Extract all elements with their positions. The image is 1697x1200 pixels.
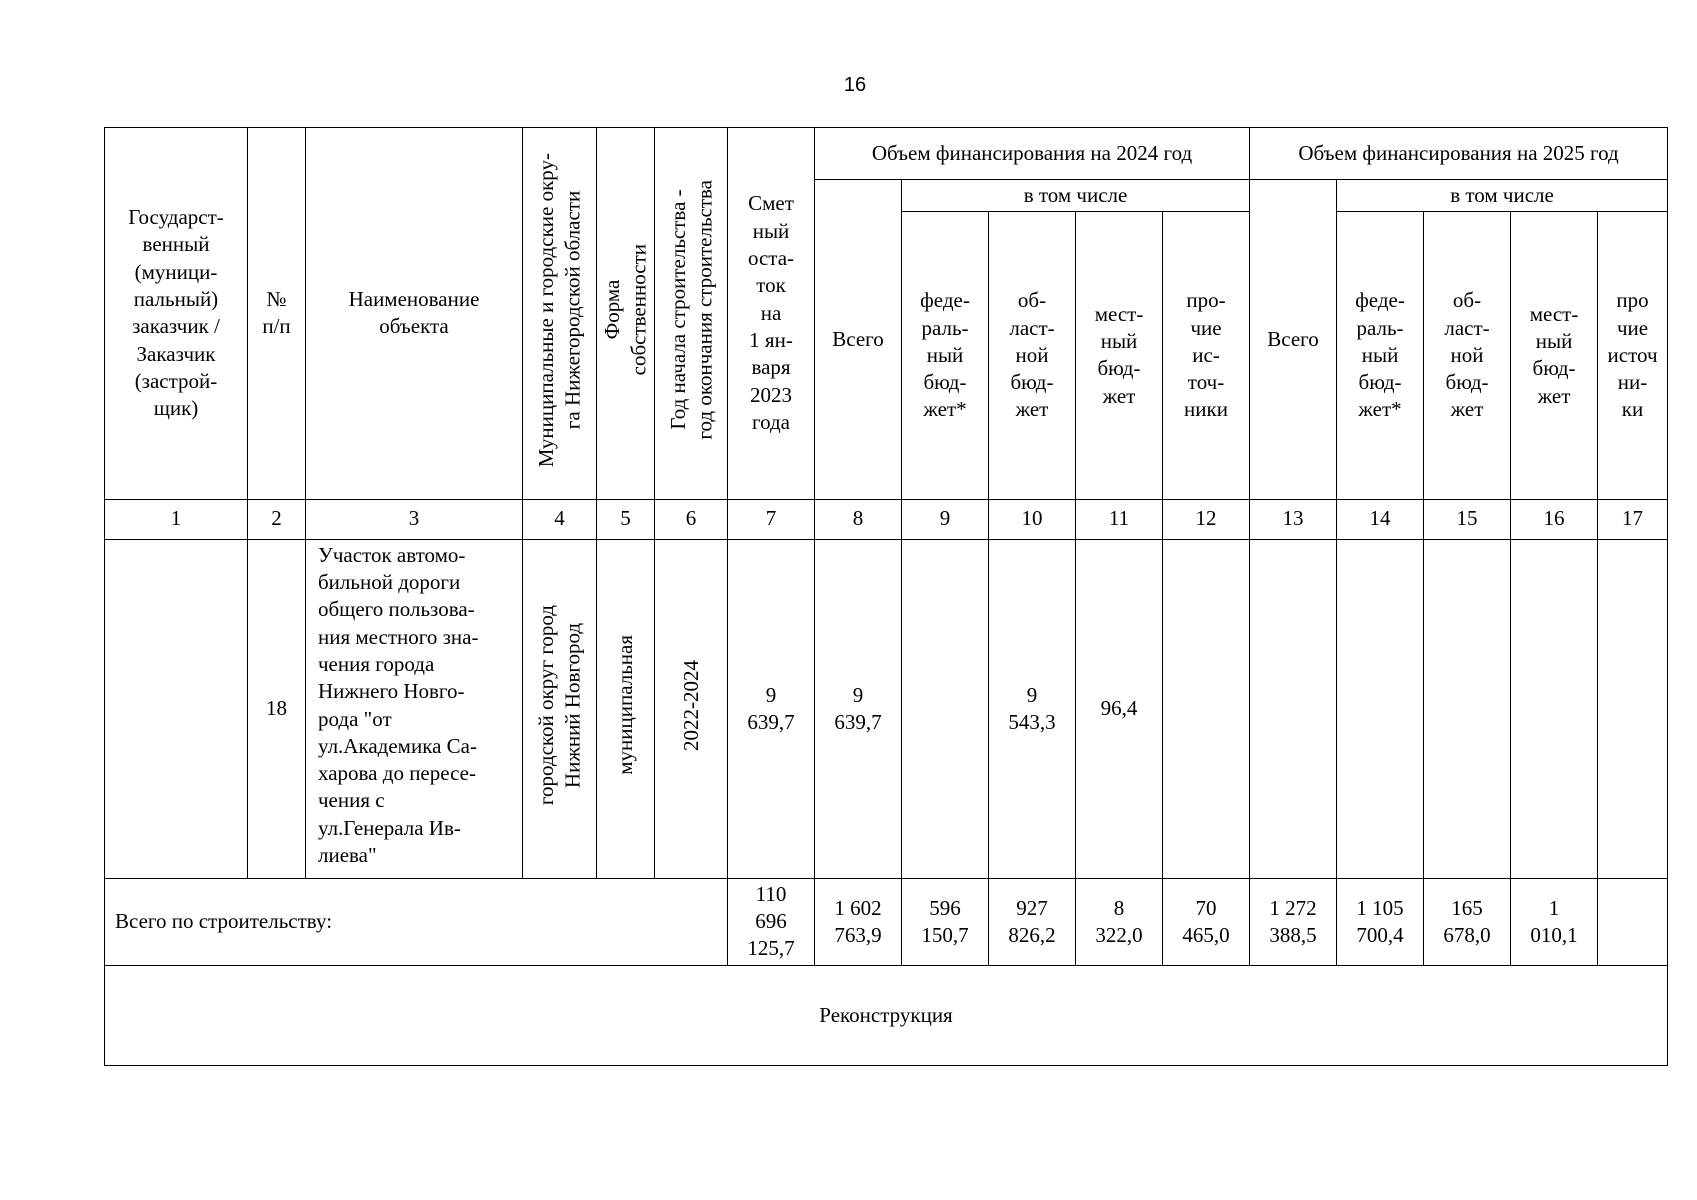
text-line: ис- bbox=[1192, 342, 1220, 367]
text-line: 543,3 bbox=[1008, 709, 1056, 734]
text-line: чие bbox=[1616, 315, 1649, 340]
column-number: 5 bbox=[597, 499, 655, 539]
text-line: 70 bbox=[1195, 895, 1217, 920]
row-ownership: муниципальная bbox=[597, 539, 655, 878]
text-line: ный bbox=[1361, 342, 1399, 367]
text-line: раль- bbox=[1356, 315, 1404, 340]
totals-total-2024 bbox=[815, 879, 902, 965]
text-line: рода "от bbox=[318, 706, 392, 731]
text-line: ласт- bbox=[1009, 315, 1055, 340]
text-line: 1 602 bbox=[834, 895, 882, 920]
table-row bbox=[105, 539, 1668, 878]
text-line: 010,1 bbox=[1530, 922, 1578, 947]
text-line: феде- bbox=[1355, 288, 1405, 313]
header-customer bbox=[105, 128, 248, 500]
totals-federal-2025 bbox=[1337, 879, 1424, 965]
header-ownership bbox=[597, 128, 655, 500]
text-line: бюд- bbox=[1532, 356, 1576, 381]
text-line: ный bbox=[752, 218, 790, 243]
financing-table bbox=[104, 127, 1668, 1066]
text-line: раль- bbox=[921, 315, 969, 340]
text-line: ул.Генерала Ив- bbox=[318, 815, 461, 840]
text-line: ный bbox=[926, 342, 964, 367]
header-in-that-number-2025: в том числе bbox=[1337, 180, 1668, 212]
text-line: 8 bbox=[1113, 895, 1125, 920]
text-line: 150,7 bbox=[921, 922, 969, 947]
column-number: 3 bbox=[306, 499, 523, 539]
row-other-2025 bbox=[1598, 539, 1668, 878]
text-line: ной bbox=[1450, 342, 1484, 367]
text-line: га Нижегородской области bbox=[560, 190, 585, 429]
header-in-that-number-2024: в том числе bbox=[902, 180, 1250, 212]
row-district bbox=[523, 539, 597, 878]
row-total-2025 bbox=[1250, 539, 1337, 878]
column-number: 4 bbox=[523, 499, 597, 539]
text-line: на bbox=[760, 300, 782, 325]
totals-local-2025 bbox=[1511, 879, 1598, 965]
column-number: 14 bbox=[1337, 499, 1424, 539]
text-line: 1 ян- bbox=[749, 327, 793, 352]
column-number: 9 bbox=[902, 499, 989, 539]
text-line: 1 105 bbox=[1356, 895, 1404, 920]
text-line: Наименование bbox=[348, 286, 480, 311]
text-line: 596 bbox=[929, 895, 961, 920]
text-line: мест- bbox=[1529, 301, 1579, 326]
header-group-2025: Объем финансирования на 2025 год bbox=[1250, 128, 1668, 180]
totals-federal-2024 bbox=[902, 879, 989, 965]
text-line: пальный) bbox=[133, 286, 219, 311]
text-line: 763,9 bbox=[834, 922, 882, 947]
text-line: п/п bbox=[262, 314, 291, 339]
text-line: заказчик / bbox=[132, 314, 220, 339]
text-line: объекта bbox=[379, 314, 449, 339]
text-line: 1 272 bbox=[1269, 895, 1317, 920]
page-number: 16 bbox=[843, 74, 867, 96]
text-line: 639,7 bbox=[834, 709, 882, 734]
column-number: 12 bbox=[1163, 499, 1250, 539]
text-line: общего пользова- bbox=[318, 597, 475, 622]
row-federal-2025 bbox=[1337, 539, 1424, 878]
text-line: ный bbox=[1100, 329, 1138, 354]
text-line: оста- bbox=[747, 246, 795, 271]
text-line: 2023 bbox=[750, 382, 792, 407]
column-number: 2 bbox=[248, 499, 306, 539]
text-line: 696 bbox=[755, 909, 787, 934]
text-line: источ bbox=[1607, 342, 1658, 367]
column-number: 8 bbox=[815, 499, 902, 539]
text-line: 826,2 bbox=[1008, 922, 1056, 947]
text-line: бюд- bbox=[923, 370, 967, 395]
row-regional-2025 bbox=[1424, 539, 1511, 878]
text-line: (застрой- bbox=[134, 368, 218, 393]
text-line: чие bbox=[1190, 315, 1222, 340]
text-line: 125,7 bbox=[747, 936, 795, 961]
text-line: лиева" bbox=[318, 842, 377, 867]
text-line: 678,0 bbox=[1443, 922, 1491, 947]
text-line: чения с bbox=[318, 788, 385, 813]
text-line: Заказчик bbox=[136, 341, 216, 366]
row-customer bbox=[105, 539, 248, 878]
text-line: жет bbox=[1015, 397, 1049, 422]
text-line: № bbox=[266, 286, 287, 311]
row-local-2024: 96,4 bbox=[1076, 539, 1163, 878]
row-remainder bbox=[728, 539, 815, 878]
row-years: 2022-2024 bbox=[655, 539, 728, 878]
text-line: года bbox=[752, 409, 790, 434]
header-other-2024 bbox=[1163, 212, 1250, 499]
row-local-2025 bbox=[1511, 539, 1598, 878]
totals-remainder bbox=[728, 879, 815, 965]
totals-regional-2024 bbox=[989, 879, 1076, 965]
text-line: жет* bbox=[923, 397, 967, 422]
text-line: Муниципальные и городские окру- bbox=[534, 152, 559, 467]
totals-row bbox=[105, 879, 1668, 965]
column-number: 10 bbox=[989, 499, 1076, 539]
text-line: феде- bbox=[920, 288, 970, 313]
text-line: Государст- bbox=[128, 205, 224, 230]
text-line: венный bbox=[142, 232, 210, 257]
text-line: 927 bbox=[1016, 895, 1048, 920]
text-line: 165 bbox=[1451, 895, 1483, 920]
header-local-2024 bbox=[1076, 212, 1163, 499]
text-line: 1 bbox=[1548, 895, 1560, 920]
text-line: бюд- bbox=[1097, 356, 1141, 381]
text-line: ни- bbox=[1617, 370, 1648, 395]
text-line: об- bbox=[1452, 288, 1482, 313]
text-line: бильной дороги bbox=[318, 570, 461, 595]
column-number-row bbox=[105, 499, 1668, 539]
text-line: ток bbox=[756, 273, 786, 298]
row-number: 18 bbox=[248, 539, 306, 878]
header-federal-2025 bbox=[1337, 212, 1424, 499]
header-object-name bbox=[306, 128, 523, 500]
text-line: ласт- bbox=[1444, 315, 1490, 340]
text-line: 465,0 bbox=[1182, 922, 1230, 947]
header-district bbox=[523, 128, 597, 500]
text-line: об- bbox=[1017, 288, 1047, 313]
header-other-2025 bbox=[1598, 212, 1668, 499]
text-line: жет* bbox=[1358, 397, 1402, 422]
text-line: Год начала строительства - bbox=[665, 189, 690, 430]
text-line: бюд- bbox=[1445, 370, 1489, 395]
column-number: 1 bbox=[105, 499, 248, 539]
column-number: 16 bbox=[1511, 499, 1598, 539]
text-line: 9 bbox=[1026, 682, 1038, 707]
text-line: 639,7 bbox=[747, 709, 795, 734]
text-line: 9 bbox=[765, 682, 777, 707]
text-line: бюд- bbox=[1010, 370, 1054, 395]
text-line: ный bbox=[1535, 329, 1573, 354]
text-line: 322,0 bbox=[1095, 922, 1143, 947]
text-line: точ- bbox=[1187, 370, 1225, 395]
row-federal-2024 bbox=[902, 539, 989, 878]
text-line: Смет bbox=[748, 191, 794, 216]
column-number: 13 bbox=[1250, 499, 1337, 539]
text-line: ной bbox=[1015, 342, 1049, 367]
text-line: 388,5 bbox=[1269, 922, 1317, 947]
row-other-2024 bbox=[1163, 539, 1250, 878]
header-years bbox=[655, 128, 728, 500]
totals-regional-2025 bbox=[1424, 879, 1511, 965]
column-number: 6 bbox=[655, 499, 728, 539]
text-line: 700,4 bbox=[1356, 922, 1404, 947]
text-line: Участок автомо- bbox=[318, 542, 466, 567]
totals-other-2024 bbox=[1163, 879, 1250, 965]
text-line: собственности bbox=[626, 243, 651, 376]
header-federal-2024 bbox=[902, 212, 989, 499]
header-regional-2025 bbox=[1424, 212, 1511, 499]
text-line: Нижний Новгород bbox=[560, 622, 585, 788]
section-title: Реконструкция bbox=[105, 965, 1668, 1065]
header-total-2024: Всего bbox=[815, 180, 902, 499]
text-line: жет bbox=[1450, 397, 1484, 422]
column-number: 11 bbox=[1076, 499, 1163, 539]
totals-total-2025 bbox=[1250, 879, 1337, 965]
text-line: городской округ город bbox=[534, 605, 559, 806]
row-total-2024 bbox=[815, 539, 902, 878]
totals-local-2024 bbox=[1076, 879, 1163, 965]
header-number bbox=[248, 128, 306, 500]
totals-label: Всего по строительству: bbox=[105, 879, 728, 965]
text-line: Форма bbox=[600, 279, 625, 340]
text-line: год окончания строительства bbox=[692, 179, 716, 440]
text-line: ул.Академика Са- bbox=[318, 733, 477, 758]
text-line: ния местного зна- bbox=[318, 624, 479, 649]
text-line: варя bbox=[751, 355, 791, 380]
text-line: 9 bbox=[852, 682, 864, 707]
text-line: про bbox=[1616, 288, 1649, 313]
header-group-2024: Объем финансирования на 2024 год bbox=[815, 128, 1250, 180]
column-number: 15 bbox=[1424, 499, 1511, 539]
header-remainder bbox=[728, 128, 815, 500]
text-line: чения города bbox=[318, 651, 435, 676]
text-line: (муници- bbox=[134, 259, 218, 284]
row-regional-2024 bbox=[989, 539, 1076, 878]
text-line: ки bbox=[1621, 397, 1644, 422]
header-local-2025 bbox=[1511, 212, 1598, 499]
text-line: мест- bbox=[1094, 301, 1144, 326]
column-number: 7 bbox=[728, 499, 815, 539]
text-line: бюд- bbox=[1358, 370, 1402, 395]
text-line: харова до пересе- bbox=[318, 761, 476, 786]
text-line: жет bbox=[1537, 383, 1571, 408]
header-row-1 bbox=[105, 128, 1668, 180]
text-line: щик) bbox=[153, 396, 199, 421]
column-number: 17 bbox=[1598, 499, 1668, 539]
text-line: ники bbox=[1184, 397, 1228, 422]
text-line: жет bbox=[1102, 383, 1136, 408]
totals-other-2025 bbox=[1598, 879, 1668, 965]
text-line: про- bbox=[1186, 288, 1226, 313]
section-row bbox=[105, 965, 1668, 1065]
header-regional-2024 bbox=[989, 212, 1076, 499]
text-line: 110 bbox=[755, 881, 787, 906]
text-line: Нижнего Новго- bbox=[318, 679, 465, 704]
row-object-name bbox=[306, 539, 523, 878]
header-total-2025: Всего bbox=[1250, 180, 1337, 499]
